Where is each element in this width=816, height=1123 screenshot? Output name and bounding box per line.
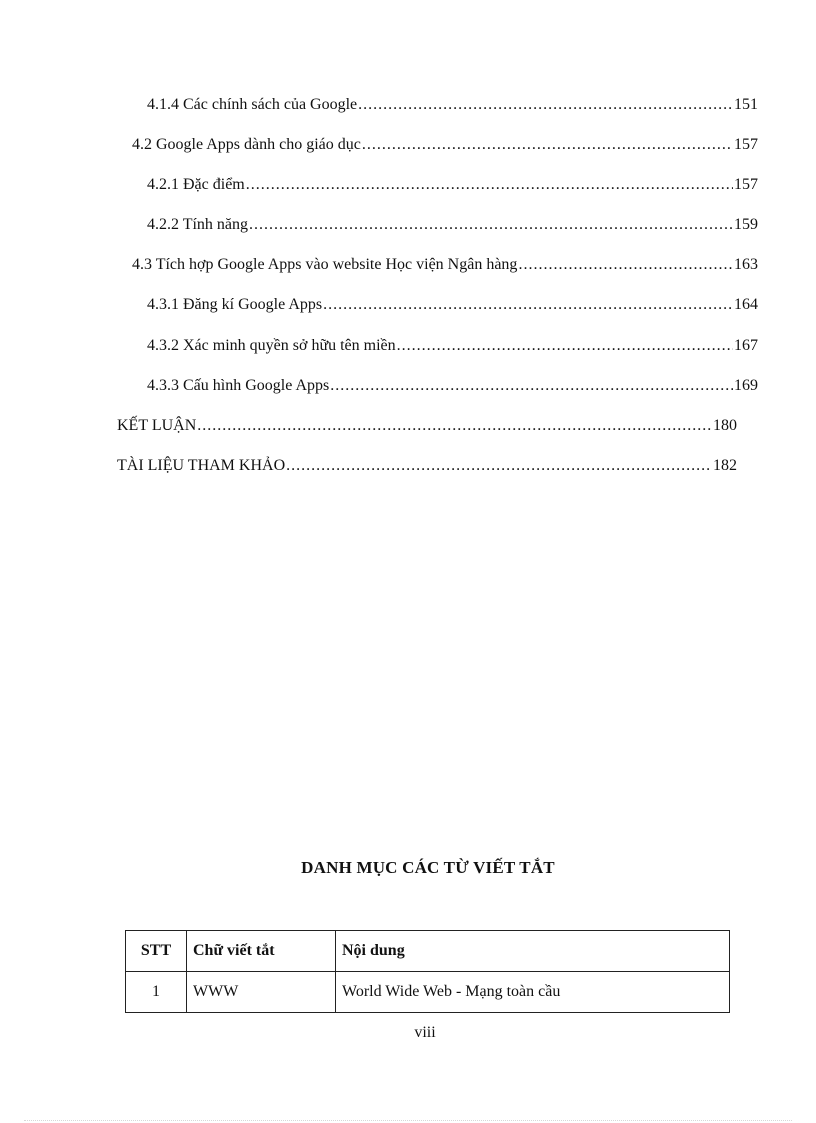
toc-dot-leader	[249, 213, 733, 237]
toc-dot-leader	[246, 173, 733, 197]
toc-dot-leader	[197, 414, 712, 438]
toc-entry-title: 4.2.1 Đặc điểm	[147, 176, 245, 193]
toc-entry-title: 4.3.3 Cấu hình Google Apps	[147, 377, 330, 394]
toc-entry-page: 157	[734, 176, 758, 193]
toc-entry-title: 4.2.2 Tính năng	[147, 216, 249, 233]
toc-entry-page: 182	[713, 457, 737, 474]
cell-stt: 1	[126, 972, 187, 1013]
toc-entry-title: 4.3 Tích hợp Google Apps vào website Học viện Ngân hàng	[132, 256, 518, 273]
toc-entry-title: 4.1.4 Các chính sách của Google	[147, 96, 358, 113]
toc-entry-title: TÀI LIỆU THAM KHẢO	[117, 457, 286, 474]
toc-entry[interactable]	[147, 374, 758, 398]
toc-entry[interactable]	[147, 334, 758, 358]
toc-entry-page: 163	[734, 256, 758, 273]
abbreviations-heading: DANH MỤC CÁC TỪ VIẾT TẮT	[301, 858, 555, 877]
toc-entry[interactable]	[132, 133, 758, 157]
cell-abbreviation: WWW	[187, 972, 336, 1013]
column-header-abbreviation: Chữ viết tắt	[187, 931, 336, 972]
toc-entry-page: 180	[713, 417, 737, 434]
toc-entry[interactable]	[117, 454, 737, 478]
toc-entry-title: KẾT LUẬN	[117, 417, 197, 434]
toc-entry[interactable]	[132, 253, 758, 277]
toc-entry-title: 4.2 Google Apps dành cho giáo dục	[132, 136, 361, 153]
toc-entry[interactable]	[147, 293, 758, 317]
toc-entry-page: 151	[734, 96, 758, 113]
toc-entry-page: 167	[734, 337, 758, 354]
toc-dot-leader	[362, 133, 733, 157]
toc-dot-leader	[358, 93, 733, 117]
toc-entry-page: 157	[734, 136, 758, 153]
column-header-content: Nội dung	[336, 931, 730, 972]
table-header-row	[126, 931, 730, 972]
toc-entry[interactable]	[147, 93, 758, 117]
toc-entry[interactable]	[147, 213, 758, 237]
toc-dot-leader	[323, 293, 733, 317]
page-bottom-divider	[24, 1120, 792, 1121]
toc-dot-leader	[518, 253, 733, 277]
table-row	[126, 972, 730, 1013]
toc-entry-title: 4.3.2 Xác minh quyền sở hữu tên miền	[147, 337, 396, 354]
column-header-stt: STT	[126, 931, 187, 972]
cell-content: World Wide Web - Mạng toàn cầu	[336, 972, 730, 1013]
abbreviations-table	[125, 930, 730, 1013]
toc-dot-leader	[397, 334, 733, 358]
toc-entry[interactable]	[117, 414, 737, 438]
toc-entry-page: 164	[734, 296, 758, 313]
toc-entry-page: 159	[734, 216, 758, 233]
toc-entry[interactable]	[147, 173, 758, 197]
toc-dot-leader	[286, 454, 712, 478]
toc-entry-page: 169	[734, 377, 758, 394]
toc-dot-leader	[330, 374, 733, 398]
page-number: viii	[414, 1024, 436, 1041]
toc-entry-title: 4.3.1 Đăng kí Google Apps	[147, 296, 323, 313]
